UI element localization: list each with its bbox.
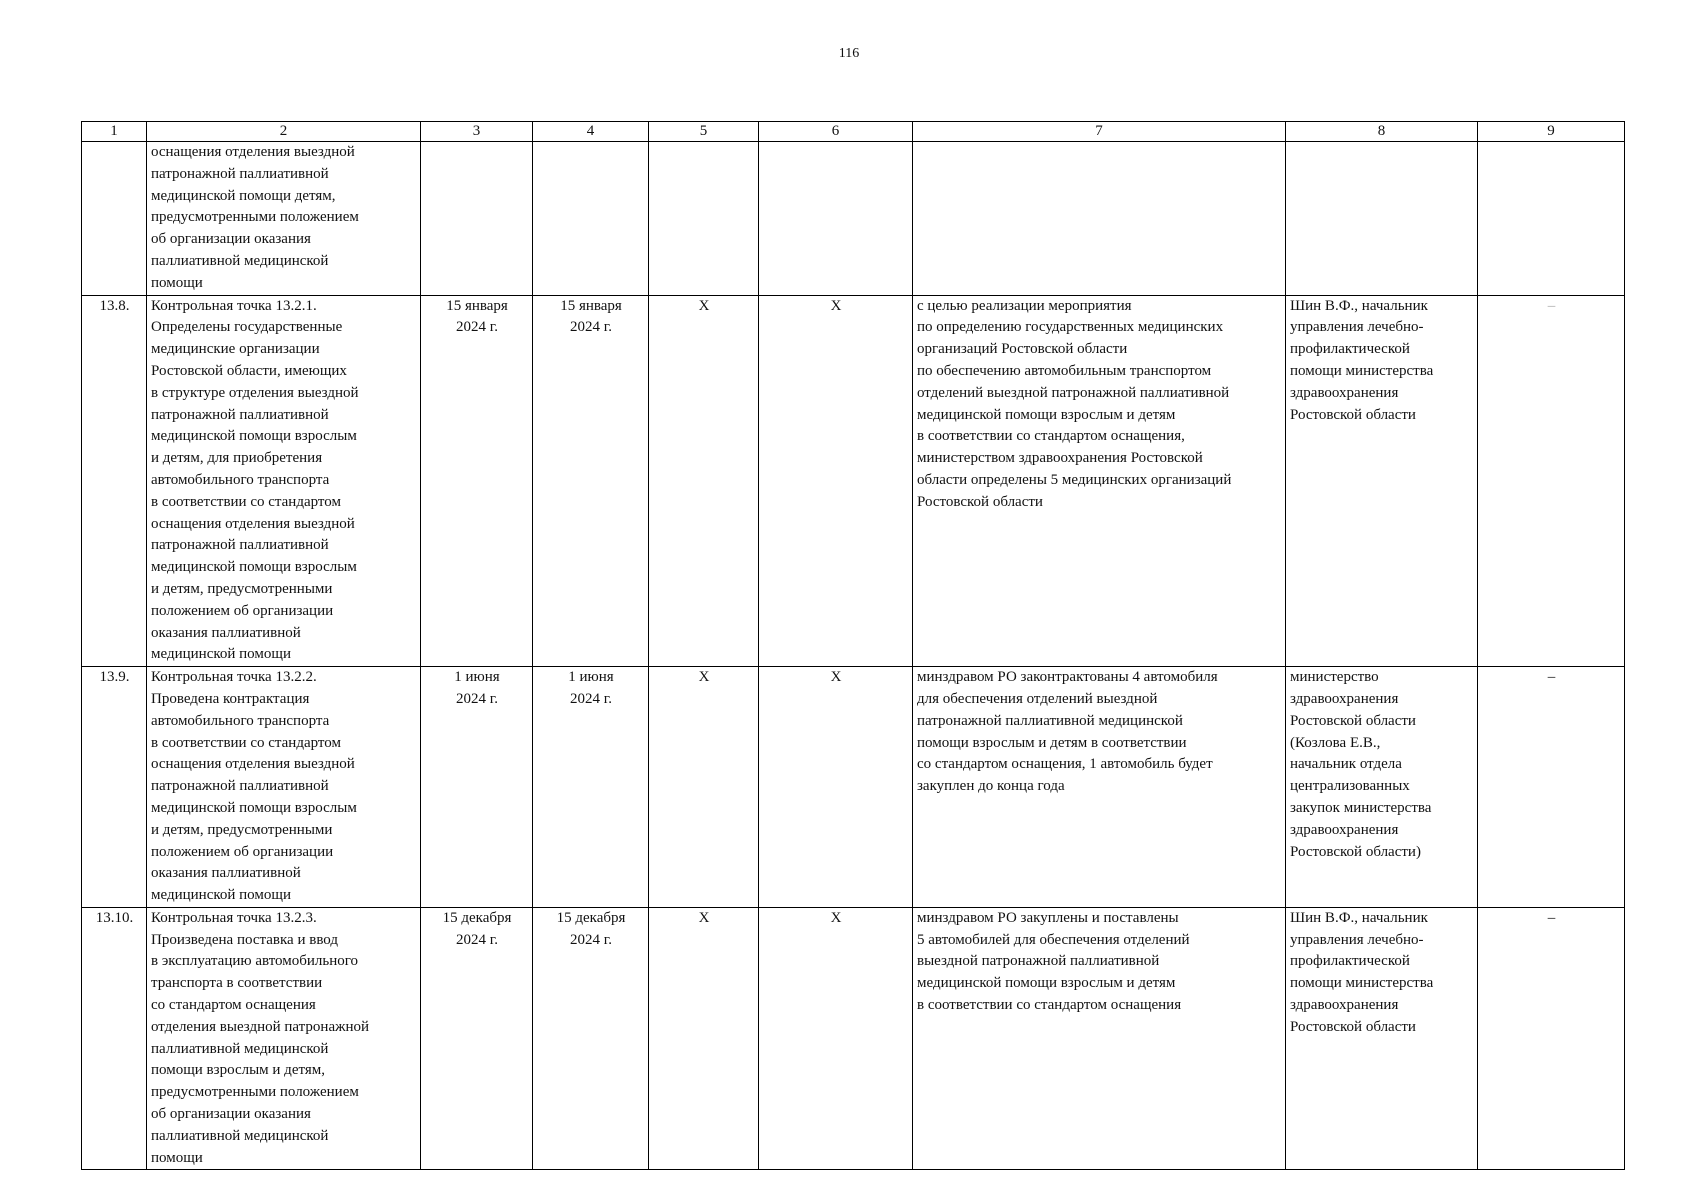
col6-value (759, 142, 913, 296)
result-text (913, 142, 1286, 296)
row-number: 13.9. (82, 667, 147, 908)
row-number: 13.8. (82, 295, 147, 667)
column-header: 6 (759, 122, 913, 142)
table-row-continuation (82, 142, 1625, 296)
col5-value: X (649, 667, 759, 908)
column-header: 5 (649, 122, 759, 142)
column-header: 3 (421, 122, 533, 142)
column-header: 8 (1286, 122, 1478, 142)
col9-value: – (1478, 667, 1625, 908)
row-number (82, 142, 147, 296)
control-points-table (81, 121, 1625, 1170)
table-row-13-10 (82, 907, 1625, 1170)
col5-value (649, 142, 759, 296)
column-header: 7 (913, 122, 1286, 142)
table-row-13-8 (82, 295, 1625, 667)
column-header: 9 (1478, 122, 1625, 142)
result-text: минздравом РО закуплены и поставлены 5 автомобилей для обеспечения отделений выездной патронажной паллиативной медицинской помощи взрослым и детям в соответствии со стандартом оснащения (913, 907, 1286, 1170)
planned-date: 15 декабря 2024 г. (421, 907, 533, 1170)
col9-value: – (1478, 907, 1625, 1170)
col6-value: X (759, 295, 913, 667)
column-number-header-row (82, 122, 1625, 142)
column-header: 4 (533, 122, 649, 142)
responsible-person: Шин В.Ф., начальник управления лечебно- профилактической помощи министерства здравоохранения Ростовской области (1286, 295, 1478, 667)
result-text: с целью реализации мероприятия по определению государственных медицинских организаций Ростовской области по обеспечению автомобильным транспортом отделений выездной патронажной паллиативной медицинской помощи взрослым и детям в соответствии со стандартом оснащения, министерством здравоохранения Ростовской области определены 5 медицинских организаций Ростовской области (913, 295, 1286, 667)
col6-value: X (759, 667, 913, 908)
actual-date: 1 июня 2024 г. (533, 667, 649, 908)
table-row-13-9 (82, 667, 1625, 908)
row-number: 13.10. (82, 907, 147, 1170)
col6-value: X (759, 907, 913, 1170)
event-name: Контрольная точка 13.2.2. Проведена контрактация автомобильного транспорта в соответствии со стандартом оснащения отделения выездной патронажной паллиативной медицинской помощи взрослым и детям, предусмотренными положением об организации оказания паллиативной медицинской помощи (147, 667, 421, 908)
planned-date: 15 января 2024 г. (421, 295, 533, 667)
event-name: Контрольная точка 13.2.3. Произведена поставка и ввод в эксплуатацию автомобильного транспорта в соответствии со стандартом оснащения отделения выездной патронажной паллиативной медицинской помощи взрослым и детям, предусмотренными положением об организации оказания паллиативной медицинской помощи (147, 907, 421, 1170)
responsible-person: Шин В.Ф., начальник управления лечебно- профилактической помощи министерства здравоохранения Ростовской области (1286, 907, 1478, 1170)
column-header: 1 (82, 122, 147, 142)
event-name: оснащения отделения выездной патронажной паллиативной медицинской помощи детям, предусмотренными положением об организации оказания паллиативной медицинской помощи (147, 142, 421, 296)
page-number: 116 (838, 46, 860, 61)
responsible-person: министерство здравоохранения Ростовской области (Козлова Е.В., начальник отдела централизованных закупок министерства здравоохранения Ростовской области) (1286, 667, 1478, 908)
actual-date: 15 декабря 2024 г. (533, 907, 649, 1170)
col5-value: X (649, 295, 759, 667)
planned-date: 1 июня 2024 г. (421, 667, 533, 908)
responsible-person (1286, 142, 1478, 296)
col9-value (1478, 142, 1625, 296)
col9-value: – (1478, 295, 1625, 667)
event-name: Контрольная точка 13.2.1. Определены государственные медицинские организации Ростовской области, имеющих в структуре отделения выездной патронажной паллиативной медицинской помощи взрослым и детям, для приобретения автомобильного транспорта в соответствии со стандартом оснащения отделения выездной патронажной паллиативной медицинской помощи взрослым и детям, предусмотренными положением об организации оказания паллиативной медицинской помощи (147, 295, 421, 667)
actual-date: 15 января 2024 г. (533, 295, 649, 667)
column-header: 2 (147, 122, 421, 142)
planned-date (421, 142, 533, 296)
actual-date (533, 142, 649, 296)
result-text: минздравом РО законтрактованы 4 автомобиля для обеспечения отделений выездной патронажной паллиативной медицинской помощи взрослым и детям в соответствии со стандартом оснащения, 1 автомобиль будет закуплен до конца года (913, 667, 1286, 908)
col5-value: X (649, 907, 759, 1170)
